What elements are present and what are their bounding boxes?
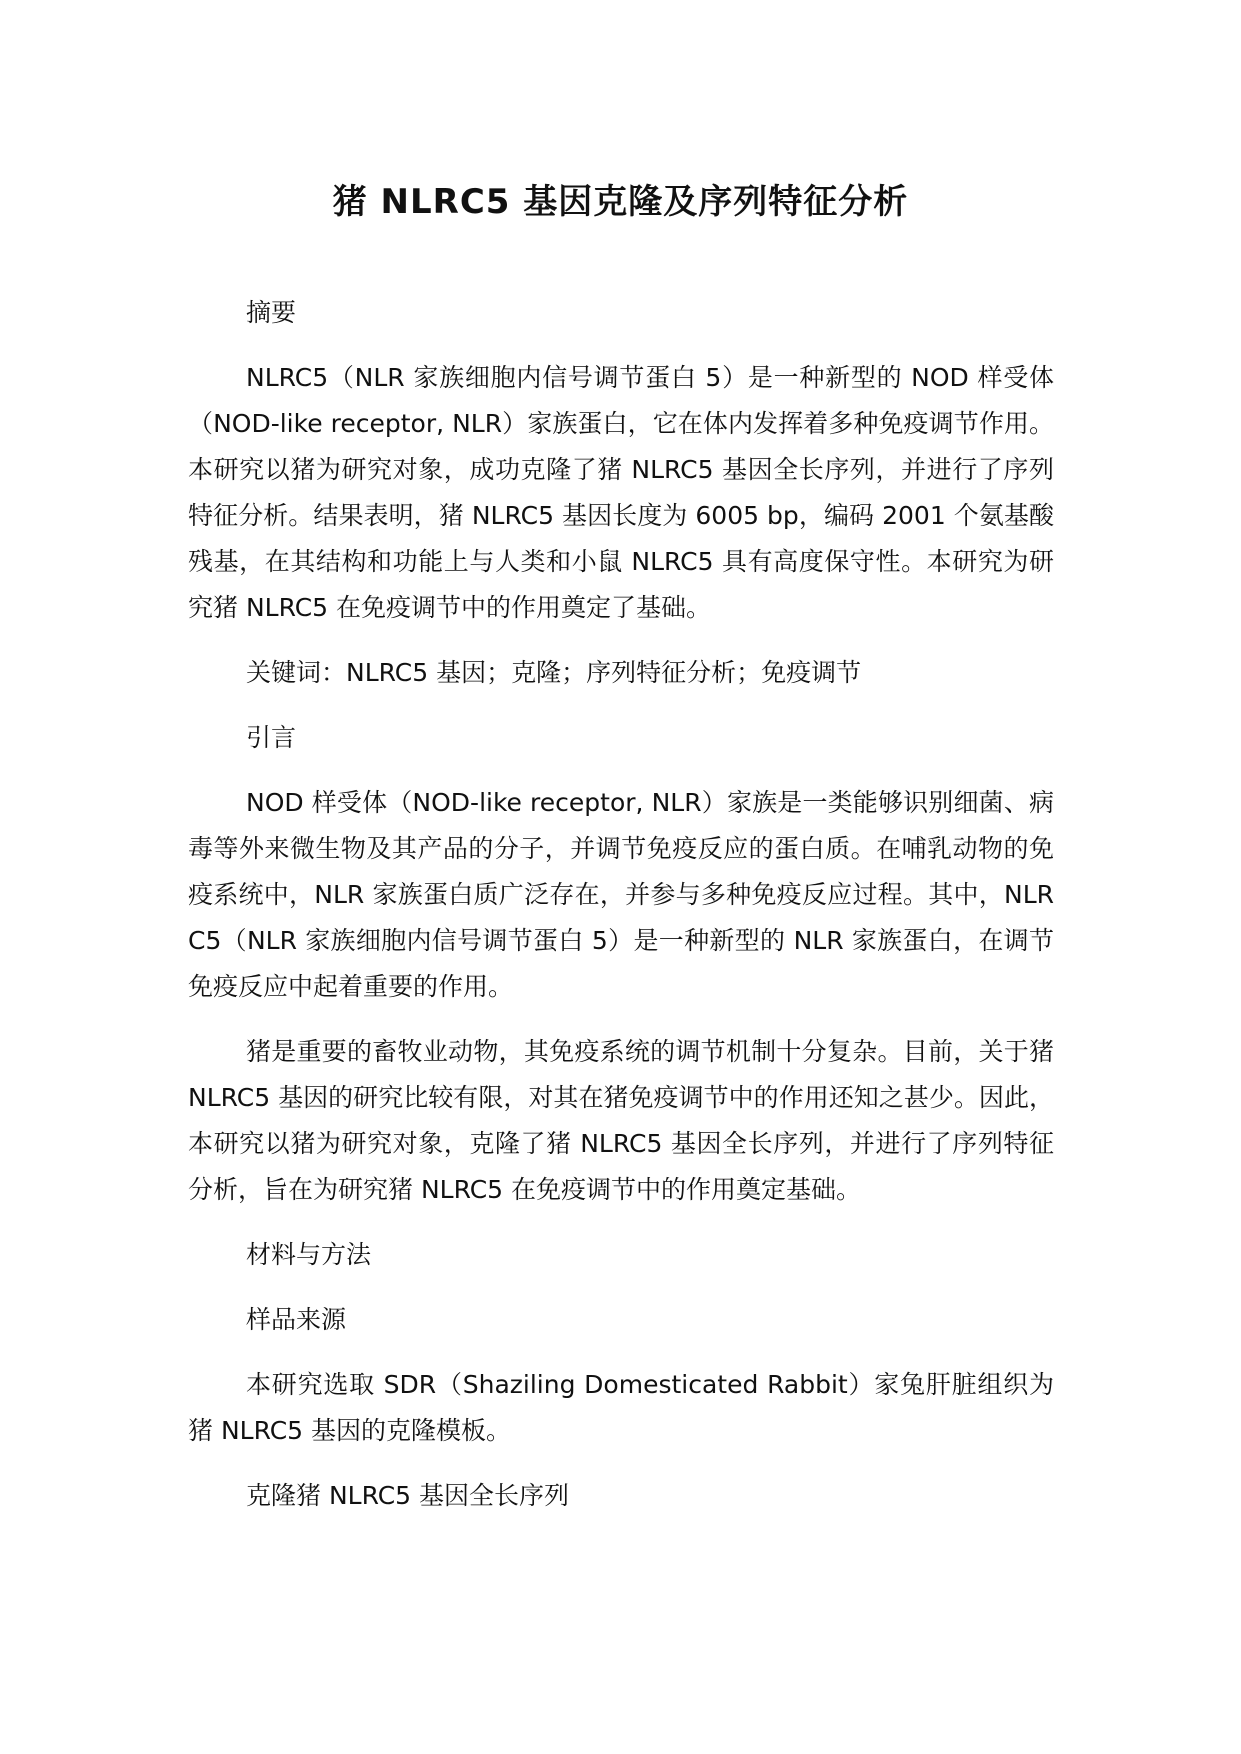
introduction-heading: 引言 xyxy=(246,723,297,752)
abstract-heading: 摘要 xyxy=(246,298,297,327)
introduction-paragraph-2: 猪是重要的畜牧业动物，其免疫系统的调节机制十分复杂。目前，关于猪 NLRC5 基因的研究比较有限，对其在猪免疫调节中的作用还知之甚少。因此，本研究以猪为研究对象，克隆了猪 NLRC5 基因全长序列，并进行了序列特征分析，旨在为研究猪 NLRC5 在免疫调节中的作用奠定基础。 xyxy=(188,1037,1054,1204)
document-body xyxy=(188,290,1054,1538)
introduction-paragraph-1: NOD 样受体（NOD-like receptor, NLR）家族是一类能够识别细菌、病毒等外来微生物及其产品的分子，并调节免疫反应的蛋白质。在哺乳动物的免疫系统中，NLR 家族蛋白质广泛存在，并参与多种免疫反应过程。其中，NLRC5（NLR 家族细胞内信号调节蛋白 5）是一种新型的 NLR 家族蛋白，在调节免疫反应中起着重要的作用。 xyxy=(188,788,1054,1001)
abstract-paragraph: NLRC5（NLR 家族细胞内信号调节蛋白 5）是一种新型的 NOD 样受体（NOD-like receptor, NLR）家族蛋白，它在体内发挥着多种免疫调节作用。本研究以猪为研究对象，成功克隆了猪 NLRC5 基因全长序列，并进行了序列特征分析。结果表明，猪 NLRC5 基因长度为 6005 bp，编码 2001 个氨基酸残基，在其结构和功能上与人类和小鼠 NLRC5 具有高度保守性。本研究为研究猪 NLRC5 在免疫调节中的作用奠定了基础。 xyxy=(188,363,1054,622)
keywords-line: 关键词：NLRC5 基因；克隆；序列特征分析；免疫调节 xyxy=(246,658,862,687)
cloning-heading: 克隆猪 NLRC5 基因全长序列 xyxy=(246,1481,570,1510)
sample-source-heading: 样品来源 xyxy=(246,1305,347,1334)
methods-heading: 材料与方法 xyxy=(246,1240,372,1269)
sample-source-paragraph: 本研究选取 SDR（Shaziling Domesticated Rabbit）家兔肝脏组织为猪 NLRC5 基因的克隆模板。 xyxy=(188,1370,1054,1445)
document-title: 猪 NLRC5 基因克隆及序列特征分析 xyxy=(332,182,909,222)
